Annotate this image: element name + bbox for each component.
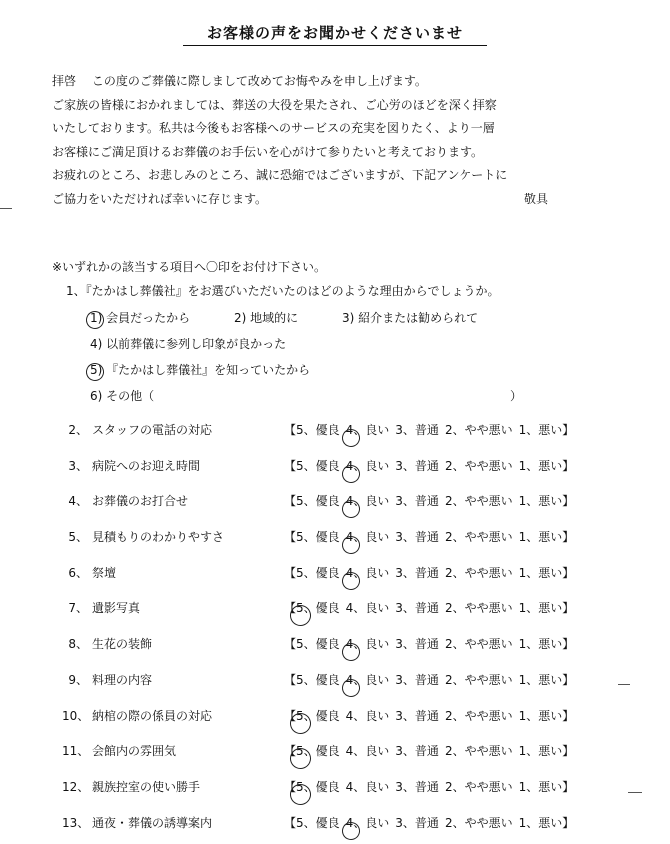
rating-option-label: 1、悪い xyxy=(518,708,563,723)
scale-bracket-open: 【 xyxy=(284,637,297,652)
rating-option-label: 3、普通 xyxy=(395,530,439,545)
rating-option-5[interactable] xyxy=(296,673,340,687)
rating-option-label: 2、やや悪い xyxy=(444,637,513,652)
rating-row xyxy=(0,452,670,488)
rating-option-5[interactable] xyxy=(296,637,340,651)
rating-option-label: 4、良い xyxy=(345,744,390,759)
question-number: 12、 xyxy=(62,779,90,794)
option-label: 会員だったから xyxy=(106,311,191,325)
intro-line: ご協力をいただければ幸いに存じます。 xyxy=(52,191,268,206)
rating-option-label: 1、悪い xyxy=(518,815,563,830)
option-number: 6) xyxy=(90,389,103,403)
rating-option-label: 2、やや悪い xyxy=(444,672,513,687)
question-number: 5、 xyxy=(68,530,88,545)
rating-row xyxy=(0,737,670,773)
question-label: 親族控室の使い勝手 xyxy=(92,779,201,794)
scale-bracket-open: 【 xyxy=(284,672,297,687)
scan-edge-mark xyxy=(618,684,630,685)
question-label: 納棺の際の係員の対応 xyxy=(92,708,213,723)
rating-option-label: 3、普通 xyxy=(395,565,439,580)
question-label: 通夜・葬儀の誘導案内 xyxy=(92,815,213,830)
option-6[interactable] xyxy=(90,383,154,409)
rating-row xyxy=(0,630,670,666)
scale-bracket-close: 】 xyxy=(562,779,575,794)
option-3[interactable] xyxy=(342,305,478,331)
scale-bracket-open: 【 xyxy=(284,423,297,437)
scale-bracket-open: 【 xyxy=(284,494,297,509)
option-label: 『たかはし葬儀社』を知っていたから xyxy=(106,363,311,377)
option-label: 以前葬儀に参列し印象が良かった xyxy=(106,337,287,351)
scale-bracket-close: 】 xyxy=(562,672,575,687)
rating-option-5[interactable] xyxy=(296,601,340,615)
rating-option-label: 3、普通 xyxy=(395,494,439,509)
rating-scale xyxy=(284,702,574,730)
option-label: 地域的に xyxy=(250,311,299,325)
rating-row xyxy=(0,773,670,809)
rating-option-label: 4、良い xyxy=(345,601,390,616)
scale-bracket-close: 】 xyxy=(562,423,575,437)
rating-option-1[interactable] xyxy=(519,601,563,615)
rating-option-label: 3、普通 xyxy=(395,423,439,437)
scale-bracket-open: 【 xyxy=(284,744,297,759)
rating-option-4[interactable] xyxy=(346,816,390,830)
question-number: 11、 xyxy=(62,744,90,759)
option-label: その他（ xyxy=(106,389,155,403)
scale-bracket-close: 】 xyxy=(562,637,575,652)
option-row xyxy=(90,357,478,383)
rating-scale xyxy=(284,594,574,622)
rating-option-2[interactable] xyxy=(445,744,513,758)
rating-option-3[interactable] xyxy=(395,566,439,580)
rating-scale xyxy=(284,630,574,658)
scan-edge-mark xyxy=(0,208,12,209)
rating-option-3[interactable] xyxy=(395,494,439,508)
rating-option-label: 2、やや悪い xyxy=(444,530,513,545)
rating-option-1[interactable] xyxy=(519,459,563,473)
question-number: 2、 xyxy=(68,423,88,437)
rating-option-label: 4、良い xyxy=(345,672,390,687)
intro-letter xyxy=(52,70,612,212)
option-2[interactable] xyxy=(234,305,298,331)
rating-option-label: 1、悪い xyxy=(518,744,563,759)
rating-option-5[interactable] xyxy=(296,530,340,544)
rating-option-label: 5、優良 xyxy=(296,708,340,723)
rating-option-4[interactable] xyxy=(346,637,390,651)
rating-option-label: 5、優良 xyxy=(296,565,340,580)
rating-scale xyxy=(284,773,574,801)
rating-row xyxy=(0,487,670,523)
question-label: 病院へのお迎え時間 xyxy=(92,458,201,473)
intro-line: 拝啓 この度のご葬儀に際しまして改めてお悔やみを申し上げます。 xyxy=(52,74,427,88)
rating-option-label: 4、良い xyxy=(345,637,390,652)
question-number: 7、 xyxy=(68,601,88,616)
rating-option-label: 4、良い xyxy=(345,458,390,473)
question-label: 祭壇 xyxy=(92,565,117,580)
rating-option-label: 2、やや悪い xyxy=(444,565,513,580)
question-label: 会館内の雰囲気 xyxy=(92,744,177,759)
rating-scale xyxy=(284,487,574,515)
rating-option-4[interactable] xyxy=(346,494,390,508)
scale-bracket-open: 【 xyxy=(284,708,297,723)
rating-option-3[interactable] xyxy=(395,780,439,794)
rating-option-4[interactable] xyxy=(346,459,390,473)
rating-option-1[interactable] xyxy=(519,530,563,544)
rating-option-2[interactable] xyxy=(445,423,513,437)
rating-option-4[interactable] xyxy=(346,601,390,615)
rating-option-1[interactable] xyxy=(519,744,563,758)
rating-option-3[interactable] xyxy=(395,459,439,473)
rating-option-label: 5、優良 xyxy=(296,744,340,759)
intro-line: お疲れのところ、お悲しみのところ、誠に恐縮ではございますが、下記アンケートに xyxy=(52,168,508,183)
question-number: 9、 xyxy=(68,672,88,687)
rating-option-4[interactable] xyxy=(346,530,390,544)
rating-option-label: 2、やや悪い xyxy=(444,494,513,509)
question-label: 見積もりのわかりやすさ xyxy=(92,530,225,545)
scale-bracket-close: 】 xyxy=(562,565,575,580)
question-number: 13、 xyxy=(62,815,90,830)
option-5[interactable] xyxy=(90,357,310,383)
rating-option-label: 1、悪い xyxy=(518,458,563,473)
rating-option-2[interactable] xyxy=(445,780,513,794)
rating-option-label: 5、優良 xyxy=(296,423,340,437)
rating-option-3[interactable] xyxy=(395,816,439,830)
rating-option-label: 3、普通 xyxy=(395,637,439,652)
rating-option-3[interactable] xyxy=(395,744,439,758)
rating-questions xyxy=(0,416,670,844)
handwritten-circle-mark xyxy=(83,308,106,331)
rating-option-1[interactable] xyxy=(519,566,563,580)
rating-option-label: 2、やや悪い xyxy=(444,744,513,759)
rating-option-3[interactable] xyxy=(395,709,439,723)
rating-option-label: 2、やや悪い xyxy=(444,601,513,616)
rating-scale xyxy=(284,452,574,480)
rating-option-3[interactable] xyxy=(395,601,439,615)
rating-option-3[interactable] xyxy=(395,673,439,687)
rating-option-1[interactable] xyxy=(519,780,563,794)
question-label: 料理の内容 xyxy=(92,672,153,687)
rating-option-3[interactable] xyxy=(395,423,439,437)
rating-row xyxy=(0,523,670,559)
instruction-text: ※いずれかの該当する項目へ〇印をお付け下さい。 xyxy=(52,260,327,274)
rating-option-label: 5、優良 xyxy=(296,530,340,545)
rating-option-1[interactable] xyxy=(519,494,563,508)
option-4[interactable] xyxy=(90,331,286,357)
rating-option-2[interactable] xyxy=(445,816,513,830)
rating-option-3[interactable] xyxy=(395,530,439,544)
scan-edge-mark xyxy=(628,792,642,793)
scale-bracket-open: 【 xyxy=(284,530,297,545)
option-label: 紹介または勧められて xyxy=(358,311,479,325)
rating-option-5[interactable] xyxy=(296,709,340,723)
rating-option-5[interactable] xyxy=(296,780,340,794)
scale-bracket-open: 【 xyxy=(284,565,297,580)
scale-bracket-close: 】 xyxy=(562,601,575,616)
rating-option-2[interactable] xyxy=(445,673,513,687)
rating-option-label: 1、悪い xyxy=(518,601,563,616)
scale-bracket-open: 【 xyxy=(284,601,297,616)
option-1[interactable] xyxy=(90,305,190,331)
page-title xyxy=(0,22,670,43)
option-number: 2) xyxy=(234,311,247,325)
scale-bracket-close: 】 xyxy=(562,494,575,509)
rating-option-2[interactable] xyxy=(445,530,513,544)
rating-option-5[interactable] xyxy=(296,744,340,758)
rating-option-label: 5、優良 xyxy=(296,672,340,687)
rating-scale xyxy=(284,666,574,694)
intro-line-closing xyxy=(52,188,612,212)
scale-bracket-open: 【 xyxy=(284,458,297,473)
rating-option-1[interactable] xyxy=(519,816,563,830)
rating-option-label: 4、良い xyxy=(345,494,390,509)
rating-option-4[interactable] xyxy=(346,673,390,687)
rating-option-label: 3、普通 xyxy=(395,744,439,759)
rating-option-4[interactable] xyxy=(346,709,390,723)
rating-option-5[interactable] xyxy=(296,494,340,508)
rating-scale xyxy=(284,523,574,551)
rating-option-2[interactable] xyxy=(445,494,513,508)
rating-scale xyxy=(284,737,574,765)
rating-option-2[interactable] xyxy=(445,459,513,473)
rating-option-label: 2、やや悪い xyxy=(444,779,513,794)
question-1-text: 1、『たかはし葬儀社』をお選びいただいたのはどのような理由からでしょうか。 xyxy=(66,284,500,298)
rating-option-label: 3、普通 xyxy=(395,458,439,473)
rating-row xyxy=(0,594,670,630)
rating-option-2[interactable] xyxy=(445,637,513,651)
rating-option-label: 5、優良 xyxy=(296,458,340,473)
intro-line: お客様にご満足頂けるお葬儀のお手伝いを心がけて参りたいと考えております。 xyxy=(52,144,484,159)
rating-option-label: 1、悪い xyxy=(518,779,563,794)
rating-option-label: 3、普通 xyxy=(395,815,439,830)
question-number: 4、 xyxy=(68,494,88,509)
rating-option-4[interactable] xyxy=(346,423,390,437)
scale-bracket-close: 】 xyxy=(562,708,575,723)
rating-option-label: 1、悪い xyxy=(518,637,563,652)
rating-option-label: 5、優良 xyxy=(296,637,340,652)
rating-option-5[interactable] xyxy=(296,816,340,830)
rating-option-label: 3、普通 xyxy=(395,601,439,616)
rating-option-label: 3、普通 xyxy=(395,708,439,723)
rating-option-label: 1、悪い xyxy=(518,672,563,687)
option-row xyxy=(90,383,523,409)
question-label: 生花の装飾 xyxy=(92,637,153,652)
rating-option-label: 2、やや悪い xyxy=(444,708,513,723)
rating-scale xyxy=(284,416,574,444)
rating-option-label: 3、普通 xyxy=(395,779,439,794)
handwritten-circle-mark xyxy=(83,360,106,383)
rating-option-4[interactable] xyxy=(346,744,390,758)
rating-option-label: 2、やや悪い xyxy=(444,815,513,830)
scale-bracket-close: 】 xyxy=(562,744,575,759)
rating-option-label: 1、悪い xyxy=(518,530,563,545)
rating-option-label: 5、優良 xyxy=(296,601,340,616)
option-number: 3) xyxy=(342,311,355,325)
closing-word: 敬具 xyxy=(524,191,549,206)
rating-option-2[interactable] xyxy=(445,601,513,615)
rating-option-label: 1、悪い xyxy=(518,494,563,509)
intro-line: ご家族の皆様におかれましては、葬送の大役を果たされ、ご心労のほどを深く拝察 xyxy=(52,97,497,112)
rating-option-1[interactable] xyxy=(519,709,563,723)
rating-row xyxy=(0,666,670,702)
scale-bracket-open: 【 xyxy=(284,779,297,794)
rating-option-label: 3、普通 xyxy=(395,672,439,687)
scale-bracket-open: 【 xyxy=(284,815,297,830)
rating-option-label: 5、優良 xyxy=(296,494,340,509)
rating-option-2[interactable] xyxy=(445,709,513,723)
question-number: 3、 xyxy=(68,458,88,473)
rating-row xyxy=(0,559,670,595)
option-number: 4) xyxy=(90,337,103,351)
question-label: 遺影写真 xyxy=(92,601,141,616)
option-number: 5) xyxy=(90,363,103,377)
rating-option-label: 4、良い xyxy=(345,530,390,545)
rating-option-label: 4、良い xyxy=(345,565,390,580)
option-row xyxy=(90,305,478,331)
rating-option-1[interactable] xyxy=(519,637,563,651)
rating-option-label: 4、良い xyxy=(345,423,390,437)
scale-bracket-close: 】 xyxy=(562,458,575,473)
rating-option-label: 4、良い xyxy=(345,708,390,723)
scale-bracket-close: 】 xyxy=(562,815,575,830)
option-number: 1) xyxy=(90,311,103,325)
question-1-options xyxy=(90,305,523,409)
intro-line: いたしております。私共は今後もお客様へのサービスの充実を図りたく、より一層 xyxy=(52,121,495,136)
rating-option-5[interactable] xyxy=(296,566,340,580)
rating-option-4[interactable] xyxy=(346,780,390,794)
question-label: お葬儀のお打合せ xyxy=(92,494,189,509)
other-close-paren: ） xyxy=(510,389,523,403)
rating-row xyxy=(0,702,670,738)
rating-option-5[interactable] xyxy=(296,459,340,473)
rating-option-label: 5、優良 xyxy=(296,815,340,830)
question-number: 6、 xyxy=(68,565,88,580)
rating-row xyxy=(0,416,670,452)
scale-bracket-close: 】 xyxy=(562,530,575,545)
rating-option-label: 1、悪い xyxy=(518,423,563,437)
rating-option-1[interactable] xyxy=(519,673,563,687)
rating-option-2[interactable] xyxy=(445,566,513,580)
rating-option-4[interactable] xyxy=(346,566,390,580)
question-number: 8、 xyxy=(68,637,88,652)
page-title-text: お客様の声をお聞かせくださいませ xyxy=(183,24,487,46)
rating-option-label: 2、やや悪い xyxy=(444,423,513,437)
rating-option-label: 4、良い xyxy=(345,779,390,794)
rating-option-label: 2、やや悪い xyxy=(444,458,513,473)
rating-option-label: 4、良い xyxy=(345,815,390,830)
rating-option-5[interactable] xyxy=(296,423,340,437)
question-number: 10、 xyxy=(62,708,90,723)
rating-option-label: 5、優良 xyxy=(296,779,340,794)
rating-option-1[interactable] xyxy=(519,423,563,437)
option-row xyxy=(90,331,478,357)
rating-option-3[interactable] xyxy=(395,637,439,651)
rating-option-label: 1、悪い xyxy=(518,565,563,580)
rating-scale xyxy=(284,559,574,587)
question-label: スタッフの電話の対応 xyxy=(92,423,213,437)
rating-row xyxy=(0,809,670,844)
rating-scale xyxy=(284,809,574,837)
